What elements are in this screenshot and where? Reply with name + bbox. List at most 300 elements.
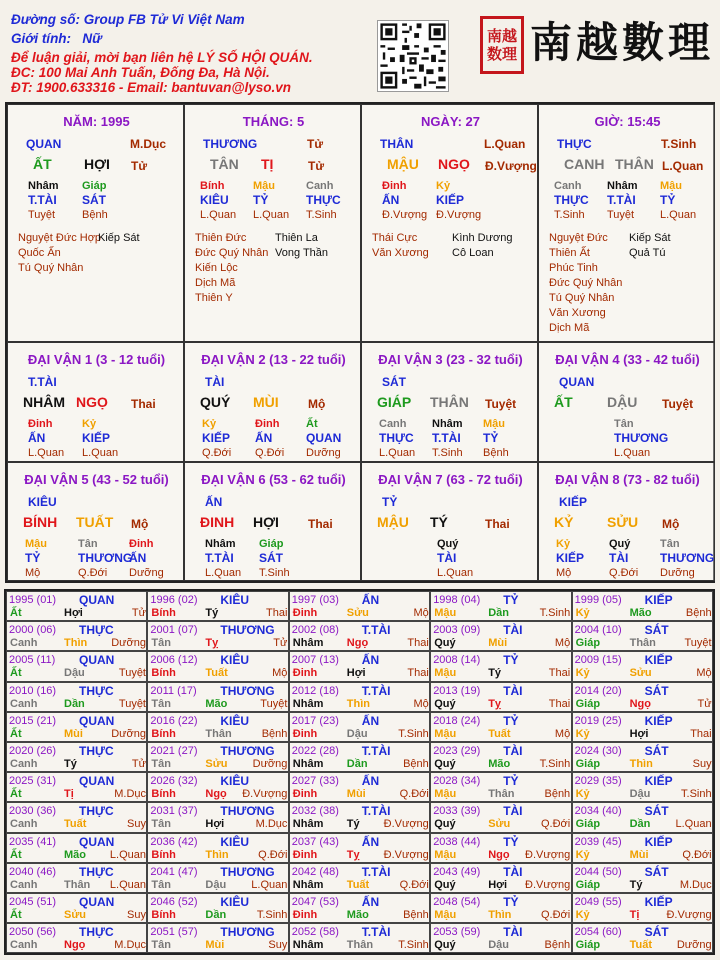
dai-van-stage: Thai (131, 397, 156, 411)
year-cell[interactable] (289, 591, 430, 621)
year-branch: Hợi (629, 727, 649, 740)
year-cell[interactable] (6, 682, 147, 712)
star-label: Kiếp Sát (629, 232, 671, 244)
hidden-ten-god: QUAN (306, 431, 342, 445)
year-cell[interactable] (289, 923, 430, 953)
dai-van-stem: MẬU (377, 514, 409, 530)
dai-van-title: ĐẠI VẬN 5 (43 - 52 tuổi) (24, 472, 169, 487)
year-cell[interactable] (430, 682, 571, 712)
pillar-ten-god: THỰC (557, 137, 592, 151)
year-cell[interactable] (6, 591, 147, 621)
year-stem: Tân (151, 758, 171, 770)
year-label: 2017 (23) (291, 714, 339, 727)
year-stem: Mậu (434, 909, 457, 921)
year-stem: Giáp (575, 818, 601, 831)
year-stem: Bính (151, 727, 176, 740)
year-stage: Dưỡng (111, 727, 146, 740)
year-stage: Tuyệt (260, 697, 288, 710)
year-cell[interactable] (430, 923, 571, 953)
year-cell[interactable] (147, 802, 288, 832)
year-label: 1998 (04) (433, 594, 481, 606)
year-cell[interactable] (572, 863, 713, 893)
qr-code-icon (378, 21, 448, 91)
hidden-ten-god: TỶ (660, 193, 676, 207)
year-stem: Canh (10, 939, 38, 952)
hidden-ten-god: T.TÀI (205, 551, 234, 565)
year-cell[interactable] (572, 712, 713, 742)
year-cell[interactable] (147, 591, 288, 621)
hidden-stem: Tân (660, 538, 680, 550)
year-branch: Hợi (346, 667, 366, 680)
year-label: 2010 (16) (9, 684, 57, 697)
year-cell[interactable] (147, 923, 288, 953)
hidden-stem: Nhâm (432, 418, 463, 430)
year-cell[interactable] (572, 651, 713, 681)
year-branch: Mùi (488, 637, 508, 650)
year-stem: Ất (10, 848, 22, 861)
hidden-stage: L.Quan (205, 567, 242, 579)
year-cell[interactable] (430, 772, 571, 802)
year-stem: Canh (10, 697, 38, 710)
dai-van-stage: Tuyệt (485, 397, 517, 411)
year-stem: Nhâm (292, 939, 324, 952)
pillar-stage: L.Quan (484, 137, 526, 151)
logo-seal: 南越数理 (480, 16, 524, 74)
year-label: 2029 (35) (574, 775, 622, 788)
year-cell[interactable] (572, 833, 713, 863)
hidden-stage: T.Sinh (432, 447, 463, 459)
year-ten-god: QUAN (79, 713, 115, 728)
dai-van-stem: GIÁP (377, 394, 412, 410)
year-branch: Mùi (346, 788, 366, 801)
year-ten-god: TỶ (503, 713, 519, 728)
hidden-stage: L.Quan (28, 447, 65, 459)
year-cell[interactable] (6, 833, 147, 863)
gender-value: Nữ (82, 31, 102, 46)
pillar-branch-stage: Tử (131, 159, 148, 173)
year-branch: Tý (346, 818, 360, 831)
year-branch: Thân (629, 637, 656, 650)
year-cell[interactable] (430, 712, 571, 742)
year-ten-god: THƯƠNG (220, 925, 275, 940)
year-cell[interactable] (289, 893, 430, 923)
hidden-stem: Đinh (28, 418, 53, 430)
year-stage: Tử (131, 758, 146, 770)
year-cell[interactable] (289, 621, 430, 651)
year-ten-god: KIẾP (644, 834, 673, 849)
year-cell[interactable] (147, 863, 288, 893)
star-label: Kiếp Sát (98, 232, 140, 244)
year-stem: Kỷ (575, 788, 590, 801)
year-cell[interactable] (6, 772, 147, 802)
year-branch: Thân (488, 788, 515, 801)
year-stem: Bính (151, 848, 176, 861)
year-stem: Bính (151, 667, 176, 680)
dai-van-cell[interactable] (361, 342, 538, 462)
hidden-ten-god: T.TÀI (607, 193, 636, 207)
dai-van-cell[interactable] (7, 462, 184, 581)
year-cell[interactable] (572, 742, 713, 772)
dai-van-cell[interactable] (538, 462, 715, 581)
year-ten-god: ẤN (361, 834, 380, 849)
star-label: Dịch Mã (195, 277, 236, 289)
year-branch: Tỵ (346, 848, 360, 861)
year-cell[interactable] (289, 742, 430, 772)
year-cell[interactable] (572, 893, 713, 923)
dai-van-stem: ẤT (554, 394, 573, 410)
year-stage: Q.Đới (258, 848, 288, 861)
year-cell[interactable] (289, 712, 430, 742)
year-cell[interactable] (430, 591, 571, 621)
year-ten-god: THỰC (79, 744, 114, 758)
pillar-cell (184, 104, 361, 342)
year-branch: Ngọ (346, 637, 369, 650)
year-branch: Dần (629, 818, 651, 831)
year-ten-god: THƯƠNG (220, 864, 275, 879)
year-branch: Thìn (346, 697, 371, 710)
year-ten-god: THỰC (79, 925, 114, 940)
dai-van-cell[interactable] (361, 462, 538, 581)
year-cell[interactable] (572, 772, 713, 802)
year-stage: Tuyệt (684, 637, 712, 650)
year-cell[interactable] (430, 802, 571, 832)
year-stage: Tuyệt (118, 667, 146, 680)
year-stage: Q.Đới (399, 878, 429, 891)
year-cell[interactable] (6, 621, 147, 651)
year-cell[interactable] (572, 802, 713, 832)
year-ten-god: QUAN (79, 653, 115, 668)
year-ten-god: KIẾP (644, 774, 673, 789)
year-branch: Mão (64, 848, 86, 861)
year-cell[interactable] (147, 893, 288, 923)
year-cell[interactable] (572, 923, 713, 953)
hidden-ten-god: ẤN (129, 551, 147, 565)
year-stage: Dưỡng (111, 637, 146, 650)
hidden-stem: Kỷ (82, 418, 97, 430)
dai-van-stage: Tuyệt (662, 397, 694, 411)
year-stage: M.Dục (679, 878, 712, 891)
star-label: Dịch Mã (549, 322, 590, 334)
hidden-stage: L.Quan (253, 209, 290, 221)
year-branch: Hợi (205, 818, 225, 831)
year-label: 2027 (33) (291, 775, 339, 788)
pillar-heavenly-stem: MẬU (387, 156, 419, 172)
year-stem: Nhâm (292, 637, 324, 650)
year-cell[interactable] (6, 893, 147, 923)
year-branch: Tị (64, 788, 74, 801)
dai-van-cell[interactable] (184, 342, 361, 462)
year-cell[interactable] (430, 833, 571, 863)
hidden-ten-god: ẤN (382, 193, 400, 207)
year-stem: Canh (10, 878, 38, 891)
year-stage: T.Sinh (398, 727, 429, 740)
hidden-ten-god: TÀI (437, 551, 457, 565)
hidden-stage: Bệnh (82, 209, 108, 221)
year-ten-god: QUAN (79, 834, 115, 849)
dai-van-cell[interactable] (7, 342, 184, 462)
year-stem: Đinh (292, 727, 318, 740)
star-label: Văn Xương (372, 247, 429, 259)
hidden-ten-god: KIÊU (200, 193, 229, 207)
year-stage: Suy (127, 818, 146, 831)
year-ten-god: TÀI (503, 864, 523, 879)
year-ten-god: KIẾP (644, 653, 673, 668)
year-label: 2028 (34) (433, 775, 481, 788)
hidden-ten-god: SÁT (259, 551, 283, 565)
year-stem: Nhâm (292, 878, 324, 891)
pillar-cell (7, 104, 184, 342)
hidden-stem: Mậu (483, 418, 505, 430)
year-branch: Thìn (629, 758, 653, 770)
pillar-stage: Tử (307, 137, 324, 151)
year-cell[interactable] (572, 591, 713, 621)
year-stage: Mộ (413, 697, 429, 710)
year-ten-god: SÁT (644, 623, 669, 638)
header (0, 0, 720, 100)
hidden-stage: T.Sinh (259, 567, 290, 579)
dai-van-branch: HỢI (253, 514, 279, 530)
star-label: Tú Quý Nhân (18, 262, 84, 274)
hidden-stage: Mộ (556, 567, 572, 579)
hidden-stage: L.Quan (200, 209, 237, 221)
year-ten-god: THƯƠNG (220, 804, 275, 819)
year-stem: Quý (434, 637, 456, 650)
hidden-stage: Q.Đới (78, 567, 108, 579)
year-stage: Suy (268, 939, 288, 952)
hidden-stage: Đ.Vượng (436, 209, 482, 221)
year-stem: Ất (10, 727, 22, 740)
year-stem: Mậu (434, 727, 457, 740)
year-stage: Tử (697, 697, 712, 710)
year-cell[interactable] (289, 802, 430, 832)
year-stage: Bệnh (403, 758, 429, 770)
pillar-earthly-branch: TỊ (261, 156, 274, 172)
year-ten-god: THỰC (79, 804, 114, 819)
hidden-ten-god: T.TÀI (28, 193, 57, 207)
pillar-cell (361, 104, 538, 342)
gender-label: Giới tính: (11, 31, 72, 46)
year-label: 2049 (55) (574, 896, 622, 908)
hidden-stem: Canh (379, 418, 407, 430)
hidden-stem: Đinh (255, 418, 280, 430)
pillar-ten-god: QUAN (26, 137, 62, 151)
year-label: 2019 (25) (574, 714, 622, 727)
star-label: Tú Quý Nhân (549, 292, 615, 304)
dai-van-title: ĐẠI VẬN 4 (33 - 42 tuổi) (555, 352, 700, 367)
year-cell[interactable] (6, 742, 147, 772)
year-cell[interactable] (430, 651, 571, 681)
dai-van-ten-god: KIẾP (559, 495, 588, 509)
hidden-stem: Mậu (25, 538, 47, 550)
annual-luck-table (4, 589, 715, 955)
year-branch: Tị (629, 909, 640, 921)
year-stage: Q.Đới (540, 818, 571, 831)
year-label: 2047 (53) (291, 896, 339, 908)
star-label: Thiên Đức (195, 232, 247, 244)
hidden-stem: Canh (306, 180, 334, 192)
year-ten-god: TỶ (503, 653, 519, 668)
year-branch: Tuất (205, 667, 228, 680)
pillar-stage: T.Sinh (661, 137, 697, 151)
year-cell[interactable] (6, 651, 147, 681)
year-branch: Sửu (346, 607, 369, 619)
year-label: 2015 (21) (9, 714, 57, 727)
year-stem: Kỷ (575, 667, 590, 680)
year-cell[interactable] (6, 863, 147, 893)
hidden-stage: Q.Đới (255, 447, 285, 459)
pillar-branch-stage: Đ.Vượng (485, 159, 537, 173)
contact-line: Để luận giải, mời bạn liên hệ LÝ SỐ HỘI QUÁN. (11, 50, 313, 65)
year-stem: Đinh (292, 788, 318, 801)
year-ten-god: KIÊU (220, 895, 250, 909)
year-ten-god: T.TÀI (361, 804, 391, 819)
year-cell[interactable] (289, 863, 430, 893)
year-ten-god: THỰC (79, 864, 114, 879)
dai-van-title: ĐẠI VẬN 1 (3 - 12 tuổi) (27, 352, 166, 367)
year-cell[interactable] (147, 772, 288, 802)
year-cell[interactable] (147, 742, 288, 772)
year-label: 2034 (40) (574, 805, 622, 818)
qr-code[interactable] (377, 20, 449, 92)
year-label: 2002 (08) (291, 624, 339, 637)
year-label: 2038 (44) (433, 835, 481, 848)
year-stage: Thai (407, 667, 429, 680)
year-stem: Giáp (575, 758, 601, 770)
year-stage: Suy (692, 758, 712, 770)
year-stage: T.Sinh (539, 607, 571, 619)
year-label: 2036 (42) (150, 835, 198, 848)
dai-van-cell[interactable] (184, 462, 361, 581)
year-label: 2023 (29) (433, 745, 481, 757)
year-cell[interactable] (289, 651, 430, 681)
year-label: 2043 (49) (433, 865, 481, 878)
year-label: 2040 (46) (9, 865, 57, 878)
hidden-stage: T.Sinh (554, 209, 585, 221)
year-branch: Sửu (488, 818, 511, 831)
year-cell[interactable] (289, 682, 430, 712)
year-stage: Đ.Vượng (525, 848, 571, 861)
dai-van-branch: MÙI (253, 394, 279, 410)
year-label: 2000 (06) (9, 624, 57, 637)
year-stage: Bệnh (544, 939, 571, 952)
phone-email-line: ĐT: 1900.633316 - Email: bantuvan@lyso.vn (11, 80, 292, 95)
hidden-ten-god: TỶ (253, 193, 269, 207)
star-label: Vong Thần (275, 247, 329, 259)
year-branch: Dần (346, 758, 368, 770)
year-ten-god: KIẾP (644, 895, 673, 909)
year-cell[interactable] (147, 621, 288, 651)
year-branch: Tuất (64, 818, 87, 831)
year-cell[interactable] (289, 772, 430, 802)
year-branch: Ngọ (629, 697, 651, 710)
year-ten-god: TÀI (503, 804, 523, 819)
year-branch: Dậu (346, 727, 368, 740)
hidden-stem: Nhâm (205, 538, 236, 550)
star-label: Phúc Tinh (549, 262, 598, 274)
year-ten-god: SÁT (644, 864, 669, 879)
dai-van-title: ĐẠI VẬN 3 (23 - 32 tuổi) (378, 352, 523, 367)
dai-van-ten-god: SÁT (382, 375, 406, 389)
hidden-stem: Nhâm (28, 180, 59, 192)
year-branch: Sửu (629, 667, 652, 680)
dai-van-branch: TÝ (430, 514, 448, 530)
year-stage: Đ.Vượng (242, 788, 288, 801)
year-cell[interactable] (572, 621, 713, 651)
year-cell[interactable] (6, 923, 147, 953)
hidden-stage: L.Quan (614, 447, 651, 459)
year-cell[interactable] (430, 742, 571, 772)
year-stem: Ất (10, 909, 22, 921)
year-label: 1995 (01) (9, 594, 57, 606)
hidden-stage: Bệnh (483, 447, 509, 459)
dai-van-ten-god: TỶ (382, 495, 398, 509)
dai-van-cell[interactable] (538, 342, 715, 462)
year-label: 2005 (11) (9, 654, 56, 667)
star-label: Thái Cực (372, 232, 418, 244)
year-stage: Dưỡng (676, 939, 712, 952)
hidden-stage: Q.Đới (609, 567, 639, 579)
star-label: Văn Xương (549, 307, 606, 319)
hidden-ten-god: KIẾP (202, 431, 231, 445)
hidden-stem: Nhâm (607, 180, 638, 192)
year-branch: Mão (629, 607, 652, 619)
year-cell[interactable] (430, 863, 571, 893)
year-branch: Dậu (205, 878, 227, 891)
year-cell[interactable] (430, 621, 571, 651)
year-ten-god: TỶ (503, 834, 519, 849)
dai-van-stage: Thai (308, 517, 333, 531)
year-stage: Mộ (413, 607, 429, 619)
pillar-heavenly-stem: TÂN (210, 156, 239, 172)
year-cell[interactable] (572, 682, 713, 712)
year-cell[interactable] (147, 712, 288, 742)
hidden-ten-god: KIẾP (82, 431, 111, 445)
pillar-ten-god: THƯƠNG (203, 137, 258, 151)
hidden-stem: Đinh (129, 538, 154, 550)
year-cell[interactable] (147, 682, 288, 712)
hidden-ten-god: TỶ (25, 551, 41, 565)
hidden-stem: Quý (609, 538, 631, 550)
year-cell[interactable] (6, 712, 147, 742)
year-cell[interactable] (289, 833, 430, 863)
year-ten-god: THỰC (79, 623, 114, 638)
year-stem: Giáp (575, 939, 601, 952)
year-cell[interactable] (6, 802, 147, 832)
year-stage: Dưỡng (252, 758, 288, 770)
dai-van-title: ĐẠI VẬN 7 (63 - 72 tuổi) (378, 472, 523, 487)
dai-van-ten-god: QUAN (559, 375, 595, 389)
year-stem: Bính (151, 788, 176, 801)
year-ten-god: THỰC (79, 683, 114, 698)
year-stage: Thai (690, 727, 712, 740)
year-stem: Canh (10, 818, 38, 831)
year-ten-god: KIẾP (644, 713, 673, 728)
year-stage: Bệnh (403, 909, 429, 921)
hidden-ten-god: THỰC (554, 193, 589, 207)
year-branch: Mão (205, 697, 228, 710)
year-label: 2014 (20) (574, 684, 622, 697)
year-stage: Bệnh (544, 788, 571, 801)
year-ten-god: T.TÀI (361, 925, 391, 940)
dai-van-stem: ĐINH (200, 514, 235, 530)
year-label: 2009 (15) (574, 654, 622, 667)
year-cell[interactable] (147, 833, 288, 863)
year-cell[interactable] (430, 893, 571, 923)
year-stage: Q.Đới (540, 909, 571, 921)
year-cell[interactable] (147, 651, 288, 681)
dai-van-title: ĐẠI VẬN 2 (13 - 22 tuổi) (201, 352, 346, 367)
hidden-stem: Canh (554, 180, 582, 192)
